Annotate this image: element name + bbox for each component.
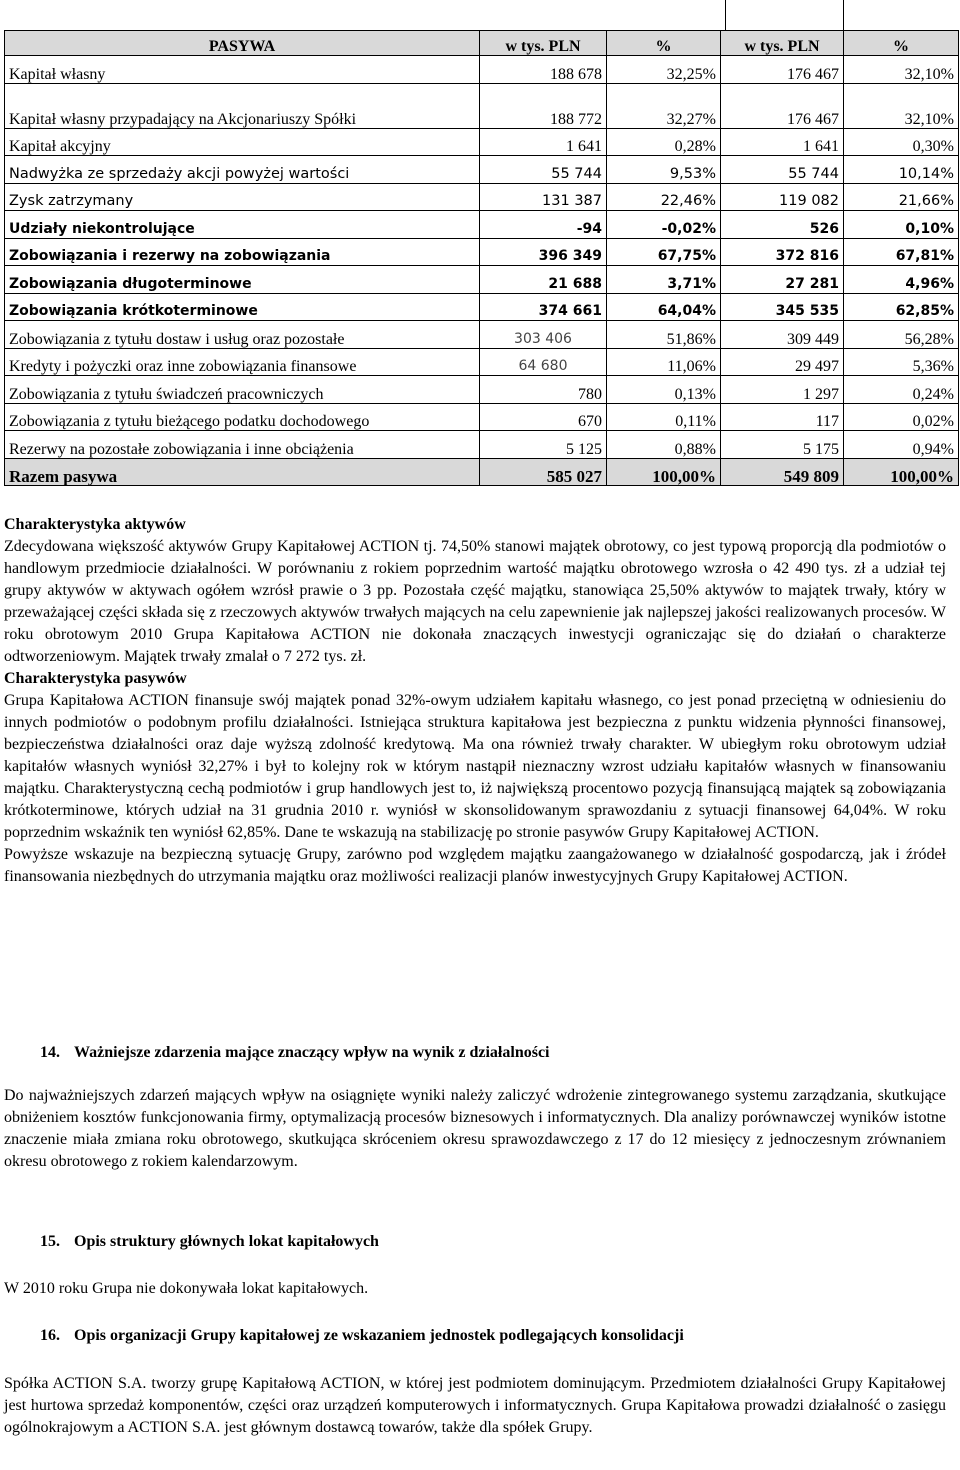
row-value: 396 349 xyxy=(480,238,607,266)
row-value: 374 661 xyxy=(480,293,607,321)
table-row xyxy=(5,266,959,294)
row-value: 1 297 xyxy=(721,376,844,404)
aktywa-section xyxy=(4,514,946,888)
row-percent: 32,25% xyxy=(607,56,721,84)
row-value: 55 744 xyxy=(480,156,607,184)
table-row xyxy=(5,321,959,349)
row-label: Zobowiązania krótkoterminowe xyxy=(5,293,480,321)
header-cell: w tys. PLN xyxy=(480,31,607,56)
row-value: 5 175 xyxy=(721,431,844,459)
row-percent: 0,28% xyxy=(607,128,721,156)
header-cell: % xyxy=(607,31,721,56)
row-percent: 32,27% xyxy=(607,83,721,128)
row-value: 29 497 xyxy=(721,348,844,376)
row-value: 526 xyxy=(721,211,844,239)
row-value: 188 678 xyxy=(480,56,607,84)
row-value: 5 125 xyxy=(480,431,607,459)
row-value: 303 406 xyxy=(480,321,607,349)
row-value: 549 809 xyxy=(721,458,844,486)
top-rule-right xyxy=(843,0,844,30)
section-15-heading xyxy=(40,1232,379,1252)
row-label: Zobowiązania z tytułu świadczeń pracowniczych xyxy=(5,376,480,404)
section-title: Opis organizacji Grupy kapitałowej ze wskazaniem jednostek podlegających konsolidacji xyxy=(74,1327,684,1344)
table-row xyxy=(5,183,959,211)
row-value: 309 449 xyxy=(721,321,844,349)
row-label: Zysk zatrzymany xyxy=(5,183,480,211)
row-value: 27 281 xyxy=(721,266,844,294)
table-row xyxy=(5,376,959,404)
row-percent: 9,53% xyxy=(607,156,721,184)
section-number: 14. xyxy=(40,1044,60,1061)
row-value: 176 467 xyxy=(721,56,844,84)
row-value: 585 027 xyxy=(480,458,607,486)
row-value: -94 xyxy=(480,211,607,239)
row-percent: 0,94% xyxy=(844,431,959,459)
pasywa-heading: Charakterystyka pasywów xyxy=(4,670,187,687)
row-label: Udziały niekontrolujące xyxy=(5,211,480,239)
row-percent: 21,66% xyxy=(844,183,959,211)
pasywa-body-2: Powyższe wskazuje na bezpieczną sytuację Grupy, zarówno pod względem majątku zaangażowanego w działalność gospodarczą, jak i źródeł finansowania niezbędnych do utrzymania majątku oraz możliwości realizacji planów inwestycyjnych Grupy Kapitałowej ACTION. xyxy=(4,846,946,885)
table-row xyxy=(5,431,959,459)
table-row xyxy=(5,293,959,321)
row-percent: 0,11% xyxy=(607,403,721,431)
row-value: 670 xyxy=(480,403,607,431)
table-row xyxy=(5,156,959,184)
row-label: Zobowiązania z tytułu dostaw i usług oraz pozostałe xyxy=(5,321,480,349)
row-percent: 0,10% xyxy=(844,211,959,239)
table-row xyxy=(5,348,959,376)
row-value: 1 641 xyxy=(721,128,844,156)
top-rule-left xyxy=(725,0,726,30)
row-value: 1 641 xyxy=(480,128,607,156)
row-value: 188 772 xyxy=(480,83,607,128)
row-label: Zobowiązania z tytułu bieżącego podatku dochodowego xyxy=(5,403,480,431)
row-percent: 22,46% xyxy=(607,183,721,211)
section-number: 16. xyxy=(40,1327,60,1344)
table-row xyxy=(5,56,959,84)
row-value: 131 387 xyxy=(480,183,607,211)
section-14-text: Do najważniejszych zdarzeń mających wpływ na osiągnięte wyniki należy zaliczyć wdrożenie zintegrowanego systemu zarządzania, skutkujące obniżeniem kosztów funkcjonowania firmy, optymalizacją procesów biznesowych i informatycznych. Dla analizy porównawczej wyników istotne znaczenie miała zmiana roku obrotowego, skutkująca skróceniem okresu sprawozdawczego z 17 do 12 miesięcy z jednoczesnym zrównaniem okresu obrotowego z rokiem kalendarzowym. xyxy=(4,1087,946,1170)
row-label: Zobowiązania długoterminowe xyxy=(5,266,480,294)
row-percent: 3,71% xyxy=(607,266,721,294)
row-label: Nadwyżka ze sprzedaży akcji powyżej wartości xyxy=(5,156,480,184)
row-percent: 67,75% xyxy=(607,238,721,266)
aktywa-heading: Charakterystyka aktywów xyxy=(4,516,186,533)
row-percent: 0,30% xyxy=(844,128,959,156)
row-percent: 62,85% xyxy=(844,293,959,321)
row-percent: 51,86% xyxy=(607,321,721,349)
row-percent: 5,36% xyxy=(844,348,959,376)
row-percent: 10,14% xyxy=(844,156,959,184)
row-percent: 0,02% xyxy=(844,403,959,431)
row-value: 119 082 xyxy=(721,183,844,211)
section-14-heading xyxy=(40,1043,550,1063)
section-16-body xyxy=(4,1373,946,1439)
row-percent: 56,28% xyxy=(844,321,959,349)
header-cell: w tys. PLN xyxy=(721,31,844,56)
table-row xyxy=(5,128,959,156)
header-cell: % xyxy=(844,31,959,56)
row-percent: 67,81% xyxy=(844,238,959,266)
row-value: 345 535 xyxy=(721,293,844,321)
row-value: 21 688 xyxy=(480,266,607,294)
table-row xyxy=(5,211,959,239)
section-15-body xyxy=(4,1278,946,1300)
row-value: 780 xyxy=(480,376,607,404)
row-value: 372 816 xyxy=(721,238,844,266)
row-percent: 4,96% xyxy=(844,266,959,294)
row-percent: 32,10% xyxy=(844,56,959,84)
row-label: Kredyty i pożyczki oraz inne zobowiązania finansowe xyxy=(5,348,480,376)
row-percent: 100,00% xyxy=(607,458,721,486)
row-percent: 64,04% xyxy=(607,293,721,321)
row-percent: -0,02% xyxy=(607,211,721,239)
row-label: Kapitał własny xyxy=(5,56,480,84)
header-cell: PASYWA xyxy=(5,31,480,56)
row-value: 55 744 xyxy=(721,156,844,184)
row-label: Rezerwy na pozostałe zobowiązania i inne obciążenia xyxy=(5,431,480,459)
row-label: Kapitał własny przypadający na Akcjonariuszy Spółki xyxy=(5,83,480,128)
row-label: Razem pasywa xyxy=(5,458,480,486)
table-row xyxy=(5,238,959,266)
section-14-body xyxy=(4,1085,946,1173)
table-row xyxy=(5,83,959,128)
row-percent: 0,88% xyxy=(607,431,721,459)
row-label: Zobowiązania i rezerwy na zobowiązania xyxy=(5,238,480,266)
section-title: Opis struktury głównych lokat kapitałowych xyxy=(74,1233,379,1250)
row-percent: 32,10% xyxy=(844,83,959,128)
section-number: 15. xyxy=(40,1233,60,1250)
section-16-heading xyxy=(40,1326,684,1346)
table-row xyxy=(5,403,959,431)
row-percent: 0,24% xyxy=(844,376,959,404)
table-header-row xyxy=(5,31,959,56)
row-value: 64 680 xyxy=(480,348,607,376)
row-percent: 100,00% xyxy=(844,458,959,486)
aktywa-body: Zdecydowana większość aktywów Grupy Kapitałowej ACTION tj. 74,50% stanowi majątek obrotowy, co jest typową proporcją dla podmiotów o handlowym przedmiocie działalności. W porównaniu z rokiem poprzednim wartość majątku obrotowego wzrosła o 42 490 tys. zł a udział tej grupy aktywów w aktywach ogółem wzrósł prawie o 3 pp. Pozostała część majątku, stanowiąca 25,50% aktywów to majątek trwały, który w przeważającej części składa się z rzeczowych aktywów trwałych mających na celu zapewnienie jak najlepszej jakości realizowanych procesów. W roku obrotowym 2010 Grupa Kapitałowa ACTION nie dokonała znaczących inwestycji ograniczając się do działań o charakterze odtworzeniowym. Majątek trwały zmalał o 7 272 tys. zł. xyxy=(4,538,946,665)
row-percent: 11,06% xyxy=(607,348,721,376)
row-value: 117 xyxy=(721,403,844,431)
table-total-row xyxy=(5,458,959,486)
row-percent: 0,13% xyxy=(607,376,721,404)
section-16-text: Spółka ACTION S.A. tworzy grupę Kapitałową ACTION, w której jest podmiotem dominującym. Przedmiotem działalności Grupy Kapitałowej jest hurtowa sprzedaż komponentów, części oraz urządzeń komputerowych i informatycznych. Grupa Kapitałowa prowadzi działalność o zasięgu ogólnokrajowym a ACTION S.A. jest głównym dostawcą towarów, także dla spółek Grupy. xyxy=(4,1375,946,1436)
section-title: Ważniejsze zdarzenia mające znaczący wpływ na wynik z działalności xyxy=(74,1044,550,1061)
pasywa-body: Grupa Kapitałowa ACTION finansuje swój majątek ponad 32%-owym udziałem kapitału własnego, co jest ponad przeciętną w odniesieniu do innych podmiotów o podobnym profilu działalności. Istniejąca struktura kapitałowa jest bezpieczna z punktu widzenia płynności finansowej, bezpieczeństwa działalności oraz daje wyższą zdolność kredytową. Ma ona również trwały charakter. W ubiegłym roku obrotowym udział kapitałów własnych wyniósł 32,27% i był to kolejny rok w którym nastąpił nieznaczny wzrost udziału kapitałów własnych w finansowaniu majątku. Charakterystyczną cechą podmiotów i grup handlowych jest to, iż największą procentowo pozycją finansującą majątek są zobowiązania krótkoterminowe, których udział na 31 grudnia 2010 r. wyniósł w skonsolidowanym sprawozdaniu z sytuacji finansowej 64,04%. W roku poprzednim wskaźnik ten wyniósł 62,85%. Dane te wskazują na stabilizację po stronie pasywów Grupy Kapitałowej ACTION. xyxy=(4,692,946,841)
section-15-text: W 2010 roku Grupa nie dokonywała lokat kapitałowych. xyxy=(4,1280,369,1297)
row-value: 176 467 xyxy=(721,83,844,128)
row-label: Kapitał akcyjny xyxy=(5,128,480,156)
pasywa-table xyxy=(4,30,959,486)
